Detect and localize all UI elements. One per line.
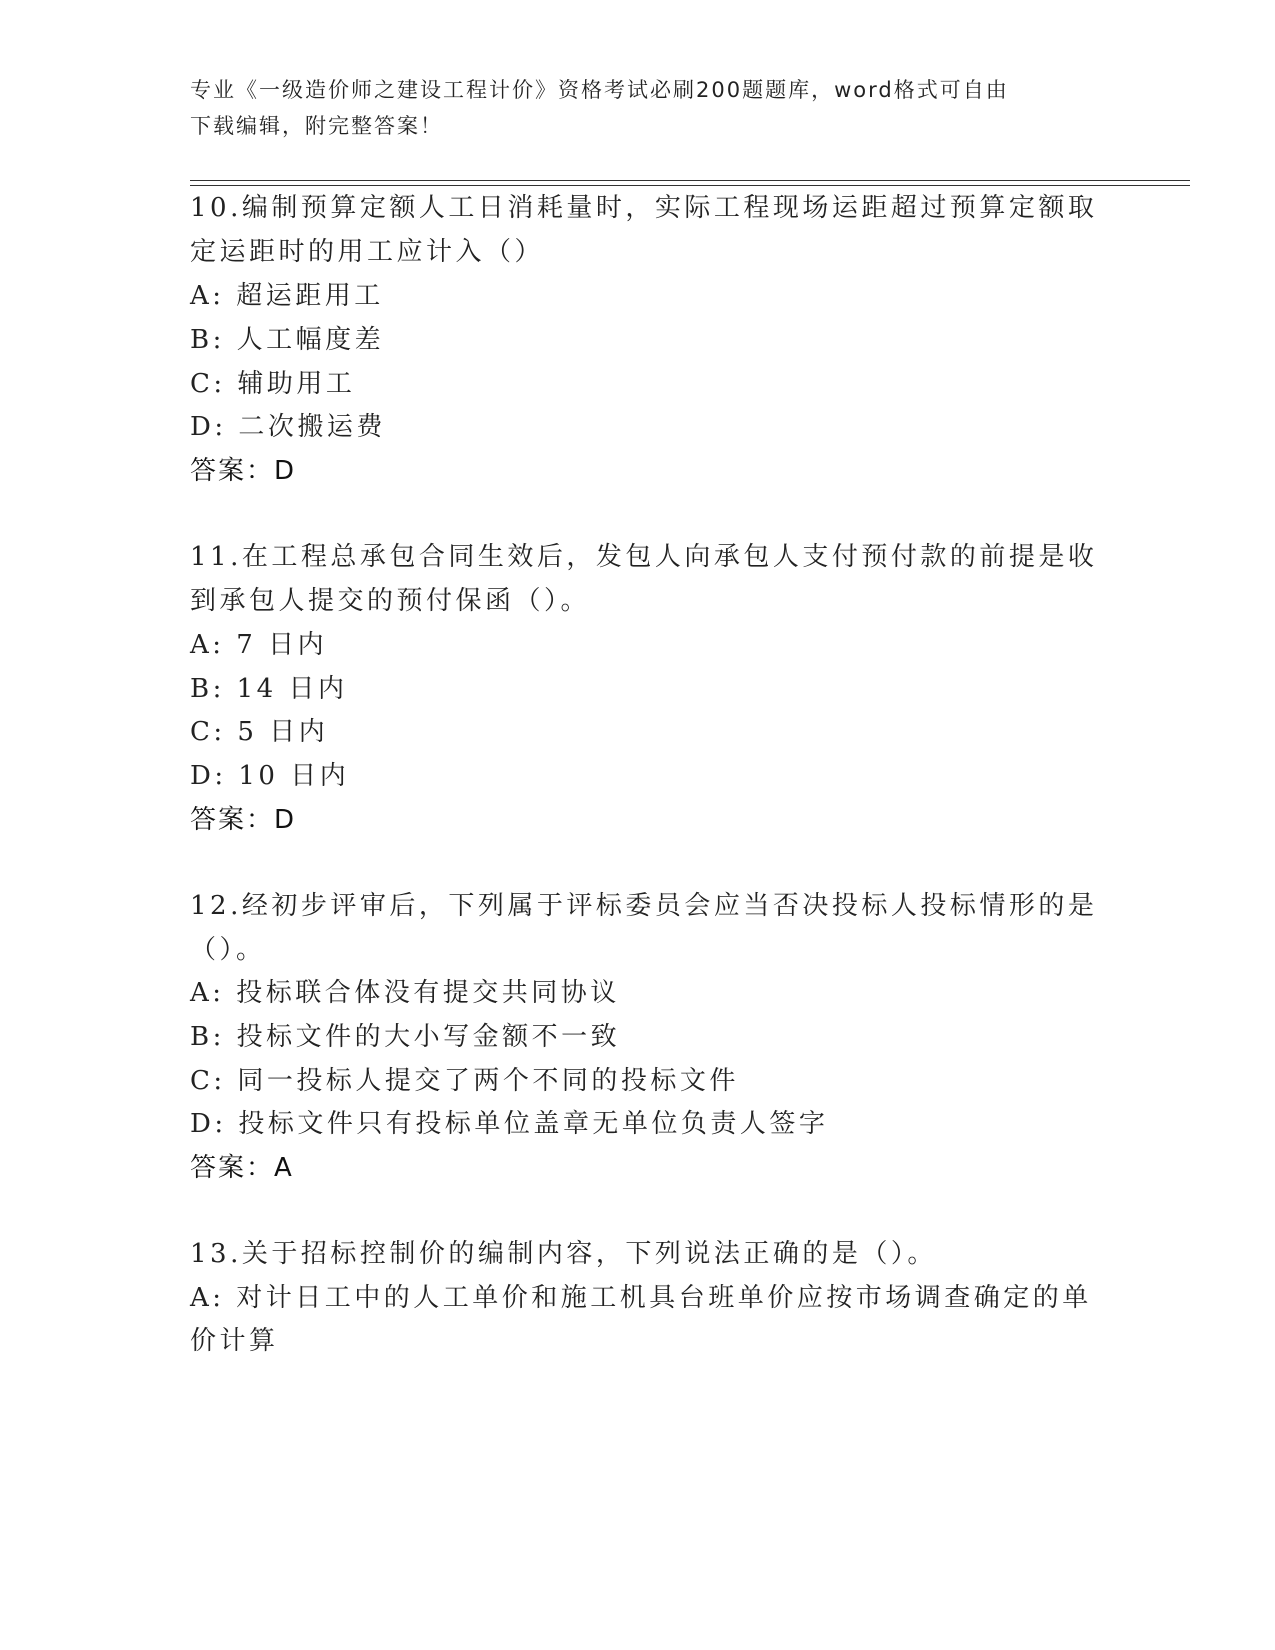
answer-line: 答案：A (190, 1153, 294, 1183)
option-b: B: 人工幅度差 (190, 325, 385, 355)
header-line-2: 下载编辑，附完整答案！ (190, 114, 443, 138)
option-a-line-1: A: 对计日工中的人工单价和施工机具台班单价应按市场调查确定的单 (190, 1283, 1092, 1313)
option-a: A: 超运距用工 (190, 281, 384, 311)
option-b: B: 投标文件的大小写金额不一致 (190, 1022, 621, 1052)
document-header (190, 72, 1090, 144)
answer-line: 答案：D (190, 456, 297, 486)
question-stem-line-1: 11.在工程总承包合同生效后，发包人向承包人支付预付款的前提是收 (190, 542, 1098, 572)
question-stem-line-2: （）。 (190, 935, 266, 965)
option-d: D: 二次搬运费 (190, 412, 386, 442)
option-d: D: 投标文件只有投标单位盖章无单位负责人签字 (190, 1109, 829, 1139)
answer-line: 答案：D (190, 805, 297, 835)
option-d: D: 10 日内 (190, 761, 350, 791)
question-stem-line-1: 13.关于招标控制价的编制内容，下列说法正确的是（）。 (190, 1239, 937, 1269)
header-line-1: 专业《一级造价师之建设工程计价》资格考试必刷200题题库，word格式可自由 (190, 78, 1009, 102)
option-c: C: 5 日内 (190, 717, 329, 747)
header-divider-bottom (190, 185, 1190, 186)
question-stem-line-1: 12.经初步评审后，下列属于评标委员会应当否决投标人投标情形的是 (190, 891, 1098, 921)
question-stem-line-1: 10.编制预算定额人工日消耗量时，实际工程现场运距超过预算定额取 (190, 193, 1098, 223)
option-b: B: 14 日内 (190, 674, 348, 704)
header-divider-top (190, 180, 1190, 181)
option-c: C: 同一投标人提交了两个不同的投标文件 (190, 1066, 739, 1096)
option-c: C: 辅助用工 (190, 369, 356, 399)
option-a: A: 投标联合体没有提交共同协议 (190, 978, 620, 1008)
option-a-line-2: 价计算 (190, 1326, 279, 1356)
question-stem-line-2: 到承包人提交的预付保函（）。 (190, 586, 591, 616)
option-a: A: 7 日内 (190, 630, 328, 660)
question-stem-line-2: 定运距时的用工应计入（） (190, 237, 545, 267)
